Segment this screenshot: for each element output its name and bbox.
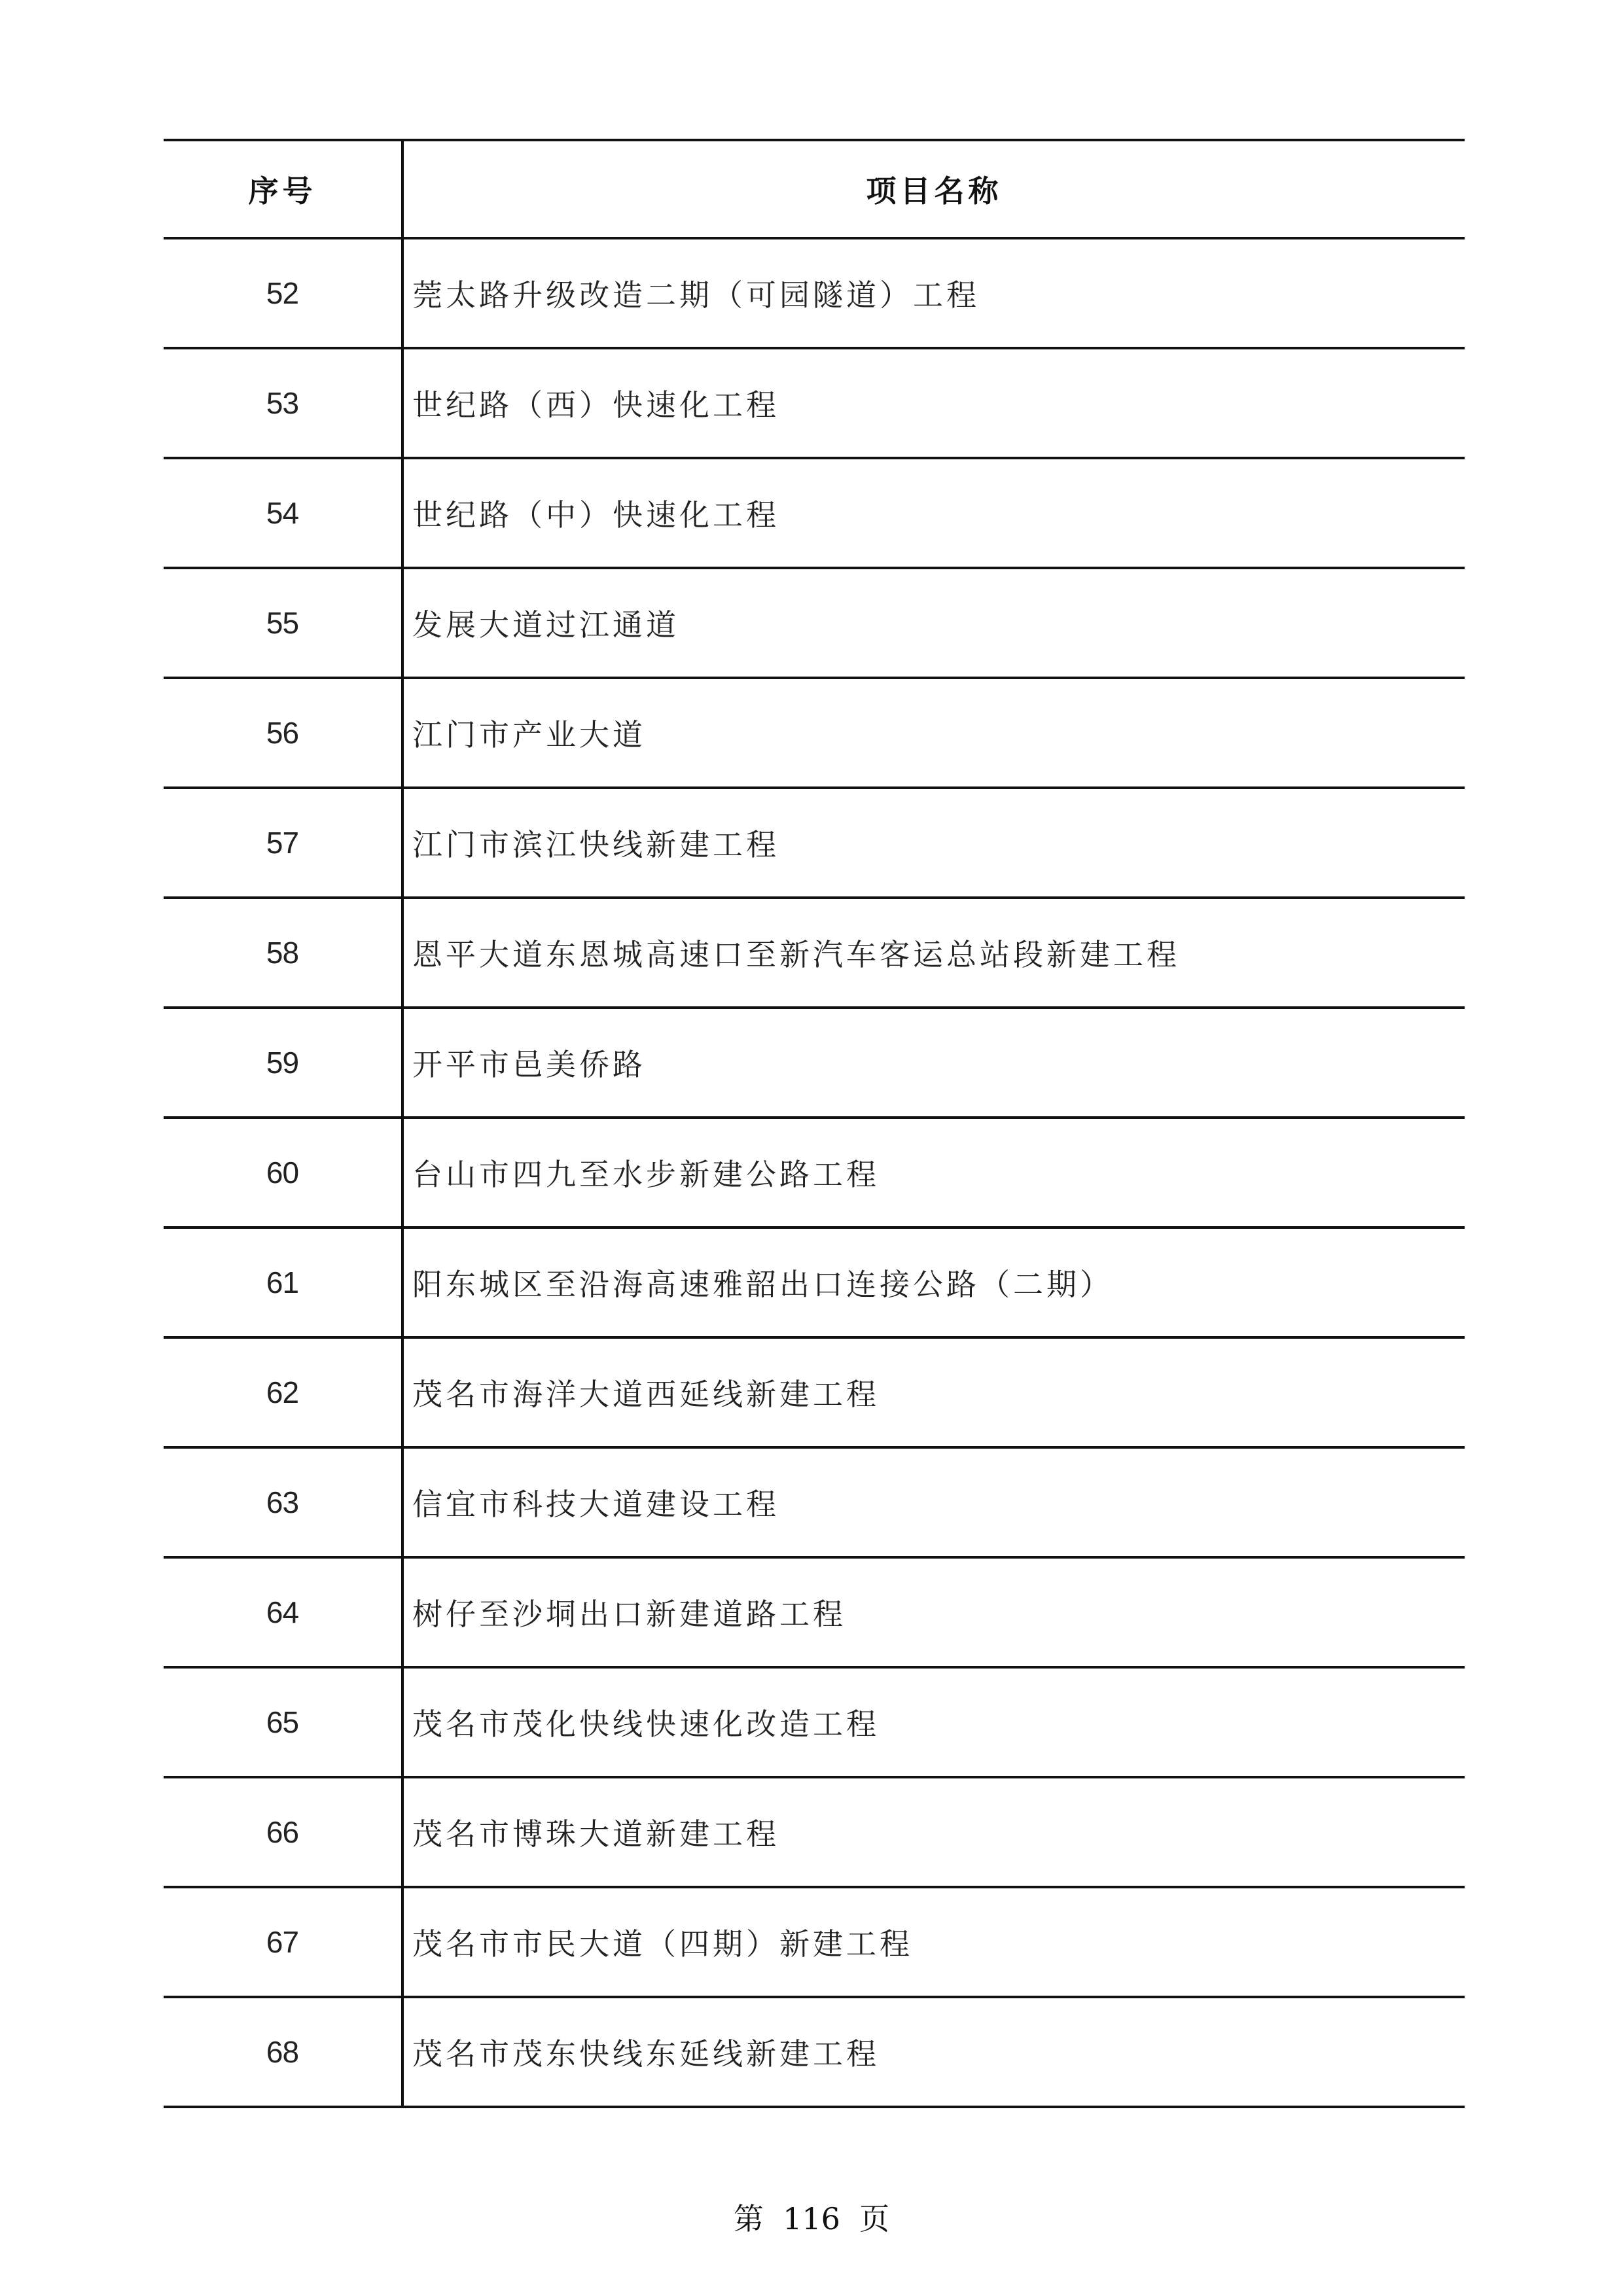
table-row xyxy=(164,1447,1465,1557)
row-serial-number: 62 xyxy=(164,1337,402,1447)
row-project-name: 开平市邑美侨路 xyxy=(402,1008,1465,1118)
row-serial-number: 64 xyxy=(164,1557,402,1667)
row-serial-number: 66 xyxy=(164,1777,402,1887)
table-row xyxy=(164,458,1465,568)
row-project-name: 台山市四九至水步新建公路工程 xyxy=(402,1118,1465,1227)
row-project-name: 茂名市海洋大道西延线新建工程 xyxy=(402,1337,1465,1447)
table-row xyxy=(164,788,1465,898)
row-project-name: 江门市滨江快线新建工程 xyxy=(402,788,1465,898)
table-header-row xyxy=(164,140,1465,238)
row-project-name: 信宜市科技大道建设工程 xyxy=(402,1447,1465,1557)
row-serial-number: 65 xyxy=(164,1667,402,1777)
row-serial-number: 67 xyxy=(164,1887,402,1997)
header-project-name: 项目名称 xyxy=(402,140,1465,238)
row-project-name: 世纪路（中）快速化工程 xyxy=(402,458,1465,568)
row-serial-number: 52 xyxy=(164,238,402,348)
row-serial-number: 60 xyxy=(164,1118,402,1227)
row-project-name: 恩平大道东恩城高速口至新汽车客运总站段新建工程 xyxy=(402,898,1465,1008)
row-serial-number: 63 xyxy=(164,1447,402,1557)
row-project-name: 世纪路（西）快速化工程 xyxy=(402,348,1465,458)
row-serial-number: 57 xyxy=(164,788,402,898)
table-row xyxy=(164,568,1465,678)
project-table xyxy=(164,139,1465,2108)
row-serial-number: 68 xyxy=(164,1997,402,2107)
table-row xyxy=(164,1008,1465,1118)
row-serial-number: 61 xyxy=(164,1227,402,1337)
table-row xyxy=(164,1887,1465,1997)
header-serial-number: 序号 xyxy=(164,140,402,238)
table-row xyxy=(164,238,1465,348)
row-project-name: 茂名市茂化快线快速化改造工程 xyxy=(402,1667,1465,1777)
table-row xyxy=(164,678,1465,788)
row-project-name: 茂名市博珠大道新建工程 xyxy=(402,1777,1465,1887)
row-project-name: 茂名市市民大道（四期）新建工程 xyxy=(402,1887,1465,1997)
table-row xyxy=(164,1337,1465,1447)
row-serial-number: 54 xyxy=(164,458,402,568)
row-project-name: 阳东城区至沿海高速雅韶出口连接公路（二期） xyxy=(402,1227,1465,1337)
table-row xyxy=(164,1557,1465,1667)
table-row xyxy=(164,348,1465,458)
row-serial-number: 56 xyxy=(164,678,402,788)
table-row xyxy=(164,1227,1465,1337)
row-serial-number: 53 xyxy=(164,348,402,458)
page-number: 第 116 页 xyxy=(733,2201,890,2236)
row-serial-number: 58 xyxy=(164,898,402,1008)
table-row xyxy=(164,1997,1465,2107)
table-row xyxy=(164,1777,1465,1887)
table-row xyxy=(164,1667,1465,1777)
row-project-name: 莞太路升级改造二期（可园隧道）工程 xyxy=(402,238,1465,348)
row-project-name: 茂名市茂东快线东延线新建工程 xyxy=(402,1997,1465,2107)
row-serial-number: 55 xyxy=(164,568,402,678)
row-project-name: 树仔至沙垌出口新建道路工程 xyxy=(402,1557,1465,1667)
row-project-name: 发展大道过江通道 xyxy=(402,568,1465,678)
table-row xyxy=(164,898,1465,1008)
row-serial-number: 59 xyxy=(164,1008,402,1118)
table-row xyxy=(164,1118,1465,1227)
row-project-name: 江门市产业大道 xyxy=(402,678,1465,788)
